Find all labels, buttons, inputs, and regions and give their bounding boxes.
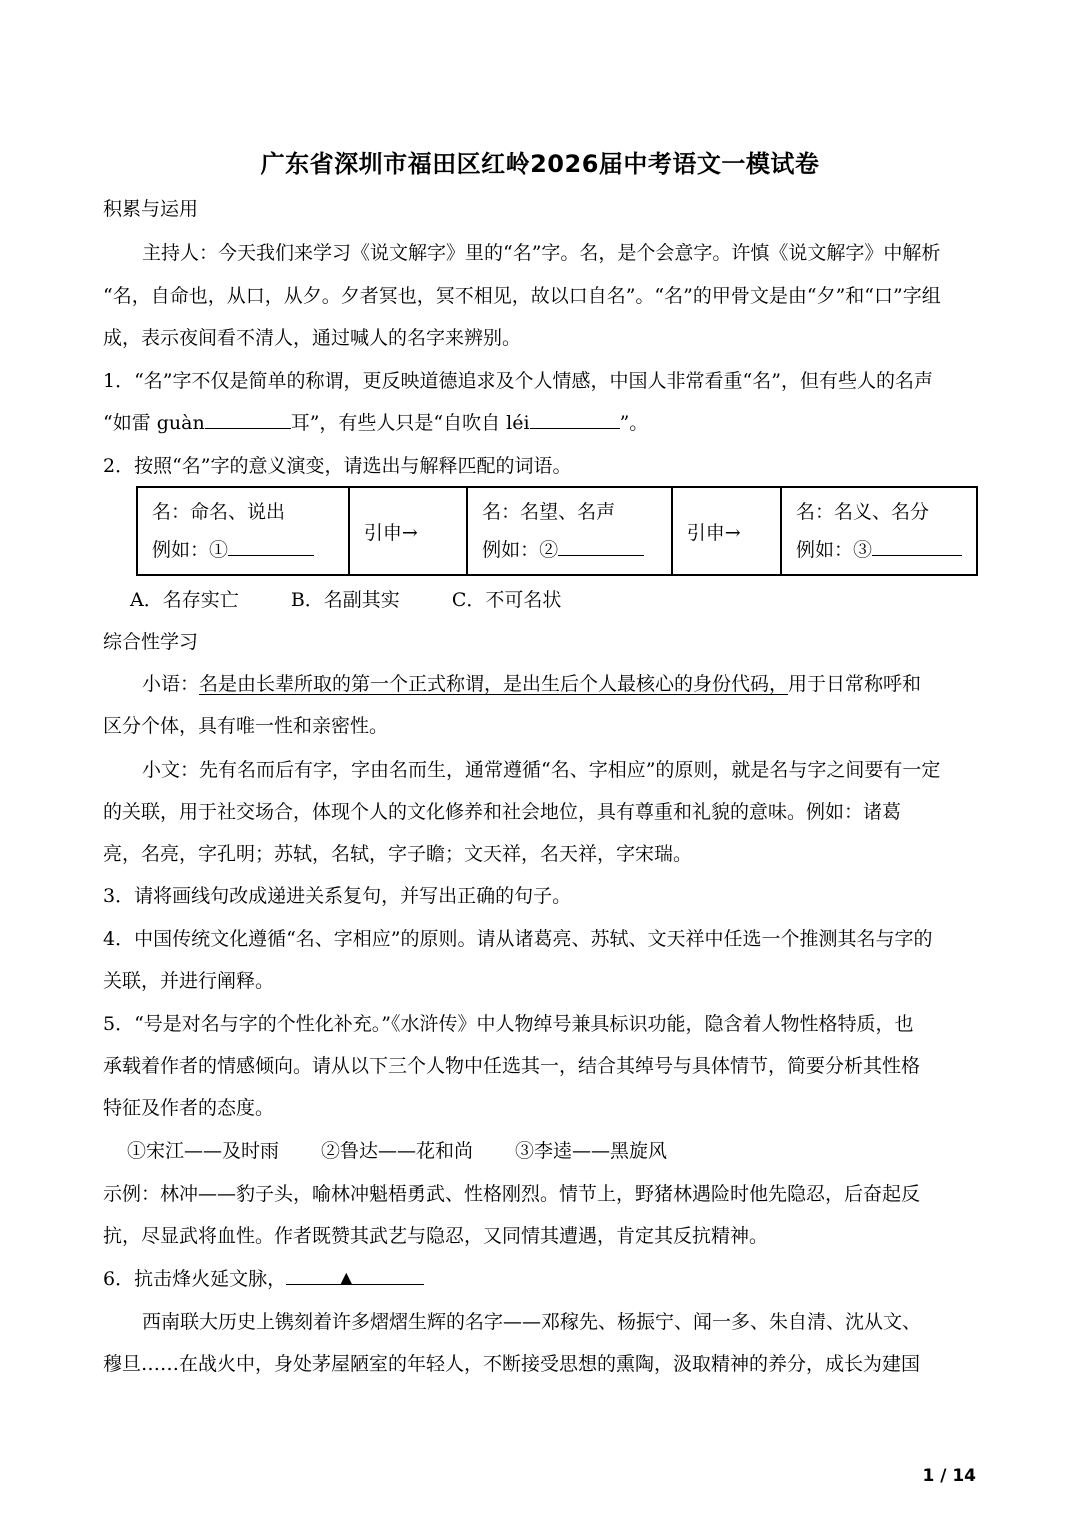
example-1-label: 例如：①	[152, 539, 229, 561]
meaning-2-label: 名：名望、名声	[482, 501, 616, 523]
example-2-label: 例如：②	[482, 539, 559, 561]
table-cell-arrow-1: 引申→	[349, 487, 467, 575]
question-5-line-1: 5．“号是对名与字的个性化补充。”《水浒传》中人物绰号兼具标识功能，隐含着人物性格特质，也	[103, 1013, 914, 1035]
meaning-3-example	[796, 531, 962, 569]
option-b[interactable]: B．名副其实	[290, 589, 400, 611]
answer-blank-3[interactable]	[872, 537, 962, 556]
section-heading-comprehensive: 综合性学习	[103, 631, 199, 653]
question-2: 2．按照“名”字的意义演变，请选出与解释匹配的词语。	[103, 455, 572, 477]
q1-text-b: 耳”，有些人只是“自吹自 léi	[290, 412, 530, 434]
meaning-1-example	[152, 531, 334, 569]
q1-text-c: ”。	[619, 412, 649, 434]
character-3: ③李逵——黑旋风	[515, 1140, 668, 1162]
xiaoyu-line-1	[142, 671, 921, 697]
triangle-marker-icon: ▲	[340, 1268, 353, 1287]
xiaoyu-line-2: 区分个体，具有唯一性和亲密性。	[103, 715, 389, 737]
passage-line-1: 西南联大历史上镌刻着许多熠熠生辉的名字——邓稼先、杨振宁、闻一多、朱自清、沈从文、	[142, 1311, 922, 1333]
table-cell-meaning-3	[781, 487, 977, 575]
example-line-2: 抗，尽显武将血性。作者既赞其武艺与隐忍，又同情其遭遇，肯定其反抗精神。	[103, 1225, 769, 1247]
example-3-label: 例如：③	[795, 539, 872, 561]
host-paragraph-line-1: 主持人：今天我们来学习《说文解字》里的“名”字。名，是个会意字。许慎《说文解字》中解析	[142, 242, 941, 264]
answer-blank-6[interactable]	[286, 1266, 424, 1285]
question-5-line-2: 承载着作者的情感倾向。请从以下三个人物中任选其一，结合其绰号与具体情节，简要分析其性格	[103, 1055, 921, 1077]
host-paragraph-line-2: “名，自命也，从口，从夕。夕者冥也，冥不相见，故以口自名”。“名”的甲骨文是由“夕”和“口”字组	[103, 285, 941, 307]
underlined-sentence: 名是由长辈所取的第一个正式称谓，是出生后个人最核心的身份代码，	[199, 673, 789, 695]
xiaowen-line-3: 亮，名亮，字孔明；苏轼，名轼，字子瞻；文天祥，名天祥，字宋瑞。	[103, 843, 693, 865]
question-1-line-1: 1．“名”字不仅是简单的称谓，更反映道德追求及个人情感，中国人非常看重“名”，但有些人的名声	[103, 370, 933, 392]
character-1: ①宋江——及时雨	[127, 1140, 280, 1162]
question-6	[103, 1266, 424, 1292]
question-4-line-2: 关联，并进行阐释。	[103, 970, 275, 992]
example-line-1: 示例：林冲——豹子头，喻林冲魁梧勇武、性格刚烈。情节上，野猪林遇险时他先隐忍，后奋起反	[103, 1183, 921, 1205]
xiaoyu-rest: 用于日常称呼和	[788, 673, 922, 695]
section-heading-accumulation: 积累与运用	[103, 198, 199, 220]
page-title: 广东省深圳市福田区红岭2026届中考语文一模试卷	[260, 150, 820, 178]
meaning-evolution-table	[136, 486, 978, 576]
answer-blank-1[interactable]	[228, 537, 314, 556]
answer-blank-lei[interactable]	[530, 410, 620, 429]
answer-blank-guan[interactable]	[205, 410, 291, 429]
question-1-line-2	[103, 410, 648, 436]
meaning-1-label: 名：命名、说出	[152, 501, 286, 523]
xiaowen-line-1: 小文：先有名而后有字，字由名而生，通常遵循“名、字相应”的原则，就是名与字之间要有一定	[142, 759, 941, 781]
option-c[interactable]: C．不可名状	[451, 589, 562, 611]
question-3: 3．请将画线句改成递进关系复句，并写出正确的句子。	[103, 885, 572, 907]
question-2-options	[130, 587, 561, 613]
xiaowen-line-2: 的关联，用于社交场合，体现个人的文化修养和社会地位，具有尊重和礼貌的意味。例如：诸葛	[103, 801, 902, 823]
table-cell-meaning-2	[467, 487, 672, 575]
host-paragraph-line-3: 成，表示夜间看不清人，通过喊人的名字来辨别。	[103, 327, 522, 349]
meaning-2-example	[482, 531, 657, 569]
question-4-line-1: 4．中国传统文化遵循“名、字相应”的原则。请从诸葛亮、苏轼、文天祥中任选一个推测其名与字的	[103, 928, 933, 950]
page-number: 1 / 14	[922, 1466, 976, 1486]
option-a[interactable]: A．名存实亡	[130, 589, 239, 611]
table-cell-arrow-2: 引申→	[672, 487, 781, 575]
meaning-3-label: 名：名义、名分	[795, 501, 929, 523]
question-5-line-3: 特征及作者的态度。	[103, 1097, 275, 1119]
character-choices	[127, 1138, 667, 1164]
table-cell-meaning-1	[137, 487, 349, 575]
answer-blank-2[interactable]	[558, 537, 644, 556]
q1-text-a: “如雷 guàn	[103, 412, 205, 434]
passage-line-2: 穆旦……在战火中，身处茅屋陋室的年轻人，不断接受思想的熏陶，汲取精神的养分，成长为建国	[103, 1353, 921, 1375]
question-6-text: 6．抗击烽火延文脉，	[103, 1268, 287, 1290]
xiaoyu-speaker: 小语：	[142, 673, 200, 695]
character-2: ②鲁达——花和尚	[321, 1140, 474, 1162]
